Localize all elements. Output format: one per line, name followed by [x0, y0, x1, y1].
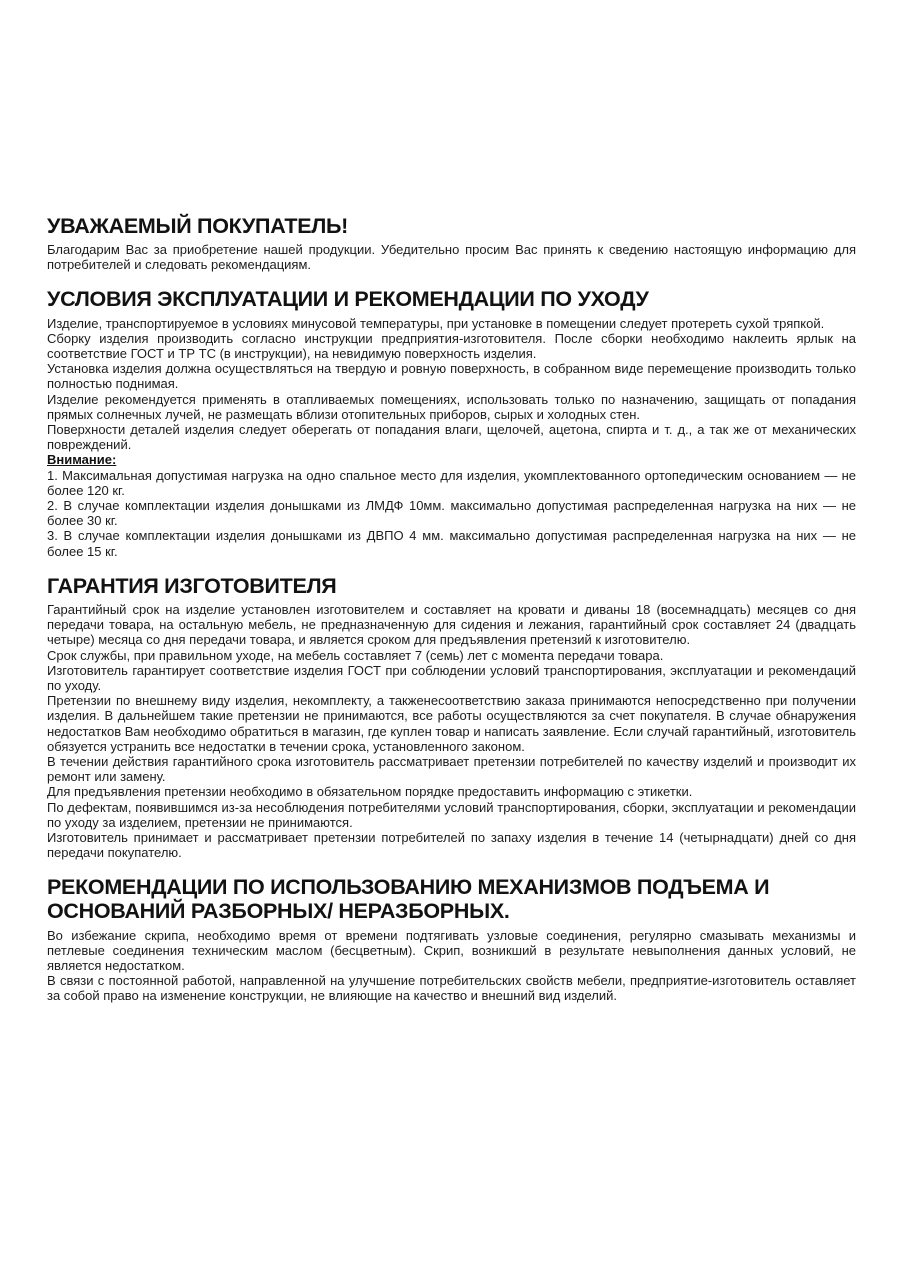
paragraph: Поверхности деталей изделия следует оберегать от попадания влаги, щелочей, ацетона, спирта и т. д., а так же от механических повреждений. — [47, 421, 856, 453]
section-manufacturer-warranty-heading: ГАРАНТИЯ ИЗГОТОВИТЕЛЯ — [47, 573, 337, 598]
paragraph: Установка изделия должна осуществляться на твердую и ровную поверхность, в собранном виде перемещение производить только полностью поднимая. — [47, 361, 856, 392]
paragraph: Гарантийный срок на изделие установлен изготовителем и составляет на кровати и диваны 18 (восемнадцать) месяцев со дня передачи товара, на остальную мебель, не предназначенную для сидения и лежания, гарантийный срок составляет 24 (двадцать четыре) месяца со дня передачи товара, и является сроком для предъявления претензий к изготовителю. — [47, 601, 856, 648]
attention-item: 3. В случае комплектации изделия донышками из ДВПО 4 мм. максимально допустимая распределенная нагрузка на них — не более 15 кг. — [47, 528, 856, 559]
attention-item: 2. В случае комплектации изделия донышками из ЛМДФ 10мм. максимально допустимая распределенная нагрузка на них — не более 30 кг. — [47, 498, 856, 529]
paragraph: В течении действия гарантийного срока изготовитель рассматривает претензии потребителей по качеству изделий и производит их ремонт или замену. — [47, 753, 856, 785]
paragraph: Изделие, транспортируемое в условиях минусовой температуры, при установке в помещении следует протереть сухой тряпкой. — [47, 315, 825, 331]
paragraph: Для предъявления претензии необходимо в обязательном порядке предоставить информацию с этикетки. — [47, 784, 693, 800]
section-dear-customer — [47, 214, 856, 272]
paragraph: Сборку изделия производить согласно инструкции предприятия-изготовителя. После сборки необходимо наклеить ярлык на соответствие ГОСТ и ТР ТС (в инструкции), на невидимую поверхность изделия. — [47, 330, 856, 361]
paragraph: Претензии по внешнему виду изделия, некомплекту, а такженесоответствию заказа принимаются непосредственно при получении изделия. В дальнейшем такие претензии не принимаются, все работы осуществляются за счет покупателя. В случае обнаружения недостатков Вам необходимо обратиться в магазин, где куплен товар и написать заявление. Если случай гарантийный, изготовитель обязуется устранить все недостатки в течении срока, установленного законом. — [47, 693, 856, 754]
section-usage-conditions-heading: УСЛОВИЯ ЭКСПЛУАТАЦИИ И РЕКОМЕНДАЦИИ ПО УХОДУ — [47, 287, 649, 312]
paragraph: Благодарим Вас за приобретение нашей продукции. Убедительно просим Вас принять к сведению настоящую информацию для потребителей и следовать рекомендациям. — [47, 242, 856, 273]
paragraph: Изделие рекомендуется применять в отапливаемых помещениях, использовать только по назначению, защищать от попадания прямых солнечных лучей, не размещать вблизи отопительных приборов, сырых и холодных стен. — [47, 391, 856, 422]
section-manufacturer-warranty — [47, 574, 856, 861]
paragraph: Во избежание скрипа, необходимо время от времени подтягивать узловые соединения, регулярно смазывать механизмы и петлевые соединения техническим маслом (бесцветным). Скрип, возникший в результате невыполнения данных условий, не является недостатком. — [47, 927, 856, 973]
attention-label: Внимание: — [47, 452, 117, 468]
paragraph: Срок службы, при правильном уходе, на мебель составляет 7 (семь) лет с момента передачи товара. — [47, 647, 664, 663]
paragraph: В связи с постоянной работой, направленной на улучшение потребительских свойств мебели, предприятие-изготовитель оставляет за собой право на изменение конструкции, не влияющие на качество и внешний вид изделий. — [47, 973, 856, 1004]
paragraph: Изготовитель принимает и рассматривает претензии потребителей по запаху изделия в течение 14 (четырнадцати) дней со дня передачи покупателю. — [47, 829, 856, 861]
section-usage-conditions — [47, 287, 856, 558]
section-mechanism-recommendations — [47, 875, 856, 1003]
paragraph: Изготовитель гарантирует соответствие изделия ГОСТ при соблюдении условий транспортирования, эксплуатации и рекомендаций по уходу. — [47, 662, 856, 693]
attention-item: 1. Максимальная допустимая нагрузка на одно спальное место для изделия, укомплектованного ортопедическим основанием — не более 120 кг. — [47, 467, 856, 498]
paragraph: По дефектам, появившимся из-за несоблюдения потребителями условий транспортирования, сборки, эксплуатации и рекомендации по уходу за изделием, претензии не принимаются. — [47, 799, 856, 830]
section-mechanism-recommendations-heading: РЕКОМЕНДАЦИИ ПО ИСПОЛЬЗОВАНИЮ МЕХАНИЗМОВ ПОДЪЕМА И ОСНОВАНИЙ РАЗБОРНЫХ/ НЕРАЗБОРНЫХ. — [47, 875, 770, 924]
section-dear-customer-heading: УВАЖАЕМЫЙ ПОКУПАТЕЛЬ! — [47, 214, 349, 238]
